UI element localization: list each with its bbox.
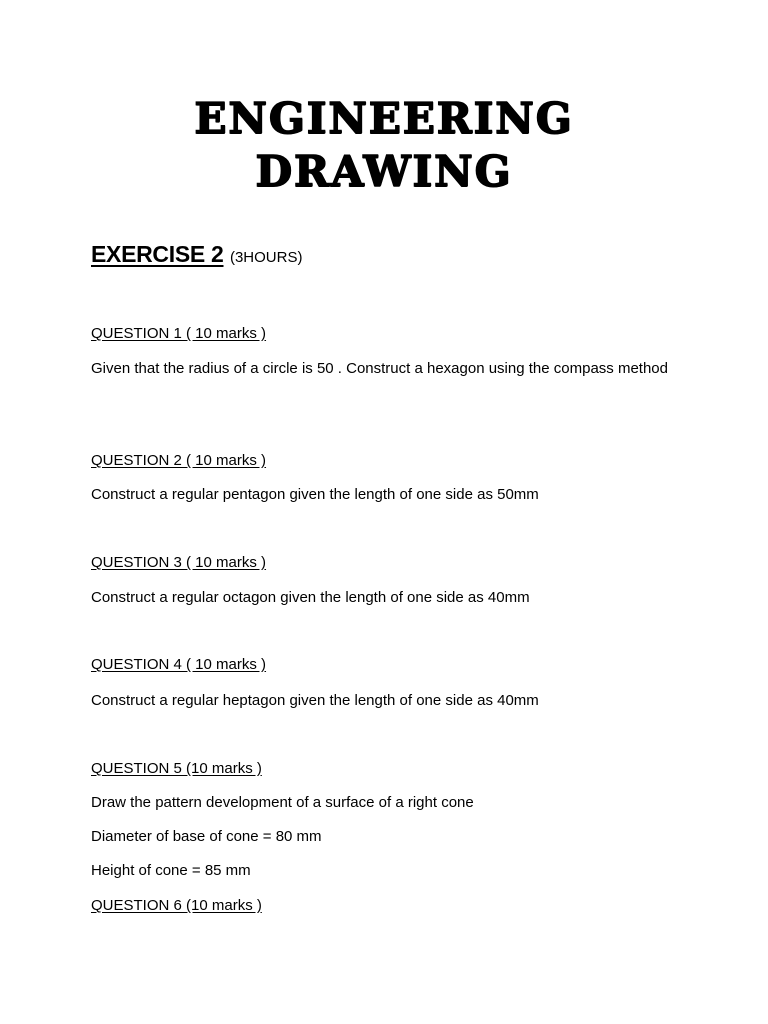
- question-6-heading: QUESTION 6 (10 marks ): [91, 897, 262, 914]
- document-title-line-2: DRAWING: [255, 147, 513, 196]
- exercise-duration: (3HOURS): [229, 249, 303, 266]
- question-5-text-1: Draw the pattern development of a surface of a right cone: [91, 794, 474, 811]
- question-5-heading: QUESTION 5 (10 marks ): [91, 760, 262, 777]
- question-2-heading: QUESTION 2 ( 10 marks ): [91, 452, 267, 469]
- question-3-heading: QUESTION 3 ( 10 marks ): [91, 554, 267, 571]
- question-1-heading: QUESTION 1 ( 10 marks ): [91, 325, 267, 342]
- question-4-text: Construct a regular heptagon given the length of one side as 40mm: [91, 692, 539, 709]
- question-4-heading: QUESTION 4 ( 10 marks ): [91, 656, 267, 673]
- question-3-text: Construct a regular octagon given the length of one side as 40mm: [91, 589, 530, 606]
- document-title-line-1: ENGINEERING: [194, 94, 574, 143]
- question-1-text: Given that the radius of a circle is 50 . Construct a hexagon using the compass method: [91, 360, 668, 377]
- question-5-text-2: Diameter of base of cone = 80 mm: [91, 828, 322, 845]
- exercise-label: EXERCISE 2: [91, 241, 224, 267]
- exercise-heading: [91, 241, 302, 268]
- question-5-text-3: Height of cone = 85 mm: [91, 862, 251, 879]
- question-2-text: Construct a regular pentagon given the length of one side as 50mm: [91, 486, 539, 503]
